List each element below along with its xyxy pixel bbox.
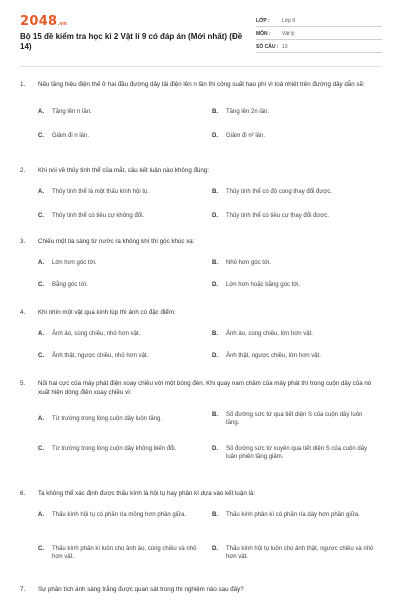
option-text: Giảm đi n² lần. (226, 133, 266, 139)
option-letter: A. (38, 109, 44, 115)
question-1 (20, 80, 382, 139)
question-stem (20, 80, 382, 89)
question-text: Khi nói về thủy tinh thể của mắt, câu kết luận nào không đúng: (38, 167, 209, 174)
meta-label: MÔN : (256, 31, 271, 37)
option-letter: C. (38, 133, 44, 139)
question-6 (20, 489, 382, 560)
option-b[interactable] (212, 511, 376, 519)
option-letter: B. (212, 260, 218, 266)
option-d[interactable] (212, 212, 376, 220)
option-letter: A. (38, 260, 44, 266)
meta-label: SỐ CÂU : (256, 44, 279, 50)
logo-suffix: .vn (57, 21, 68, 27)
meta-row-count (256, 40, 382, 53)
option-c[interactable] (38, 132, 202, 140)
question-number: 7. (20, 586, 26, 593)
question-text: Khi nhìn một vật qua kính lúp thì ảnh có đặc điểm: (38, 309, 176, 316)
option-a[interactable] (38, 330, 202, 338)
option-letter: C. (38, 282, 44, 288)
option-text: Thủy tinh thể là một thấu kính hội tụ. (52, 189, 150, 195)
option-b[interactable] (212, 188, 376, 196)
option-letter: A. (38, 416, 44, 422)
meta-label: LỚP : (256, 18, 270, 24)
option-text: Thấu kính hội tụ luôn cho ảnh thật, ngược chiều và nhỏ hơn vật. (226, 546, 374, 560)
question-7 (20, 585, 382, 594)
option-text: Tăng lên 2n lần. (226, 109, 270, 115)
option-a[interactable] (38, 511, 202, 519)
option-letter: D. (212, 446, 218, 452)
option-a[interactable] (38, 259, 202, 267)
option-letter: B. (212, 512, 218, 518)
option-text: Thủy tinh thể có tiêu cự thay đổi được. (226, 213, 330, 219)
option-text: Tăng lên n lần. (52, 109, 92, 115)
option-d[interactable] (212, 445, 376, 461)
option-c[interactable] (38, 545, 202, 561)
option-d[interactable] (212, 281, 376, 289)
option-text: Ảnh thật, ngược chiều, lớn hơn vật. (226, 353, 321, 359)
option-letter: B. (212, 109, 218, 115)
option-letter: A. (38, 189, 44, 195)
option-a[interactable] (38, 415, 202, 423)
question-stem (20, 379, 382, 397)
option-d[interactable] (212, 545, 376, 561)
option-b[interactable] (212, 108, 376, 116)
question-number: 4. (20, 309, 26, 316)
meta-value: Lớp 9 (282, 18, 296, 24)
option-c[interactable] (38, 352, 202, 360)
option-letter: B. (212, 189, 218, 195)
meta-value: Vật lý (282, 31, 295, 37)
question-4 (20, 308, 382, 359)
option-letter: D. (212, 282, 218, 288)
option-a[interactable] (38, 108, 202, 116)
option-text: Lớn hơn góc tới. (52, 260, 97, 266)
question-text: Ta không thể xác định được thấu kính là hội tụ hay phân kì dựa vào kết luận là: (38, 490, 256, 497)
option-text: Thấu kính phân kì có phần rìa dày hơn phần giữa. (226, 512, 360, 518)
option-b[interactable] (212, 330, 376, 338)
option-letter: C. (38, 446, 44, 452)
option-text: Bằng góc tới. (52, 282, 88, 288)
option-c[interactable] (38, 445, 202, 453)
question-number: 5. (20, 380, 26, 387)
option-text: Số đường sức từ xuyên qua tiết diện S của cuộn dây luân phiên tăng giảm. (226, 446, 368, 460)
meta-info (256, 14, 382, 53)
option-c[interactable] (38, 281, 202, 289)
header-divider (20, 66, 382, 67)
option-text: Từ trường trong lòng cuộn dây không biến đổi. (52, 446, 177, 452)
option-c[interactable] (38, 212, 202, 220)
option-letter: C. (38, 546, 44, 552)
option-letter: B. (212, 412, 218, 418)
option-letter: D. (212, 353, 218, 359)
option-d[interactable] (212, 132, 376, 140)
question-number: 1. (20, 81, 26, 88)
question-stem (20, 308, 382, 317)
question-number: 6. (20, 490, 26, 497)
question-text: Sự phân tích ánh sáng trắng được quan sát trong thí nghiệm nào sau đây? (38, 586, 244, 593)
site-logo[interactable] (20, 14, 67, 29)
question-3 (20, 237, 382, 288)
option-letter: A. (38, 512, 44, 518)
option-text: Lớn hơn hoặc bằng góc tới. (226, 282, 301, 288)
question-stem (20, 489, 382, 498)
option-letter: C. (38, 213, 44, 219)
option-text: Ảnh thật, ngược chiều, nhỏ hơn vật. (52, 353, 149, 359)
question-number: 2. (20, 167, 26, 174)
option-letter: D. (212, 546, 218, 552)
question-stem (20, 166, 382, 175)
option-d[interactable] (212, 352, 376, 360)
option-letter: B. (212, 331, 218, 337)
option-text: Ảnh ảo, cùng chiều, lớn hơn vật. (226, 331, 313, 337)
option-text: Số đường sức từ qua tiết diện S của cuộn dây luôn tăng. (226, 412, 363, 426)
option-letter: D. (212, 213, 218, 219)
question-number: 3. (20, 238, 26, 245)
question-text: Chiếu một tia sáng từ nước ra không khí thì góc khúc xạ: (38, 238, 195, 245)
option-letter: C. (38, 353, 44, 359)
option-text: Thấu kính hội tụ có phần rìa mỏng hơn phần giữa. (52, 512, 187, 518)
option-text: Thủy tinh thể có tiêu cự không đổi. (52, 213, 145, 219)
option-b[interactable] (212, 411, 376, 427)
question-2 (20, 166, 382, 219)
option-text: Từ trường trong lòng cuộn dây luôn tăng. (52, 416, 163, 422)
option-b[interactable] (212, 259, 376, 267)
option-text: Nhỏ hơn góc tới. (226, 260, 271, 266)
page-header (20, 14, 382, 60)
question-stem (20, 237, 382, 246)
page-title: Bộ 15 đề kiểm tra học kì 2 Vật lí 9 có đáp án (Mới nhất) (Đề 14) (20, 32, 243, 51)
option-text: Ảnh ảo, cùng chiều, nhỏ hơn vật. (52, 331, 141, 337)
option-text: Thấu kính phân kì luôn cho ảnh ảo, cùng chiều và nhỏ hơn vật. (52, 546, 197, 560)
question-text: Nếu tăng hiệu điện thế ở hai đầu đường dây tải điện lên n lần thì công suất hao phí vì toả nhiệt trên đường dây dẫn sẽ: (38, 81, 365, 88)
option-text: Thủy tinh thể có độ cong thay đổi được. (226, 189, 333, 195)
meta-row-class (256, 14, 382, 27)
option-letter: D. (212, 133, 218, 139)
option-text: Giảm đi n lần. (52, 133, 90, 139)
option-a[interactable] (38, 188, 202, 196)
question-stem (20, 585, 382, 594)
question-5 (20, 379, 382, 460)
logo-text: 2048 (20, 14, 58, 29)
option-letter: A. (38, 331, 44, 337)
question-text: Nối hai cực của máy phát điện xoay chiều với một bóng đèn. Khi quay nam châm của máy phát thì trong cuộn dây của nó xuất hiện dòng điện xoay chiều vì: (38, 380, 372, 396)
meta-value: 13 (282, 44, 288, 50)
meta-row-subject (256, 27, 382, 40)
